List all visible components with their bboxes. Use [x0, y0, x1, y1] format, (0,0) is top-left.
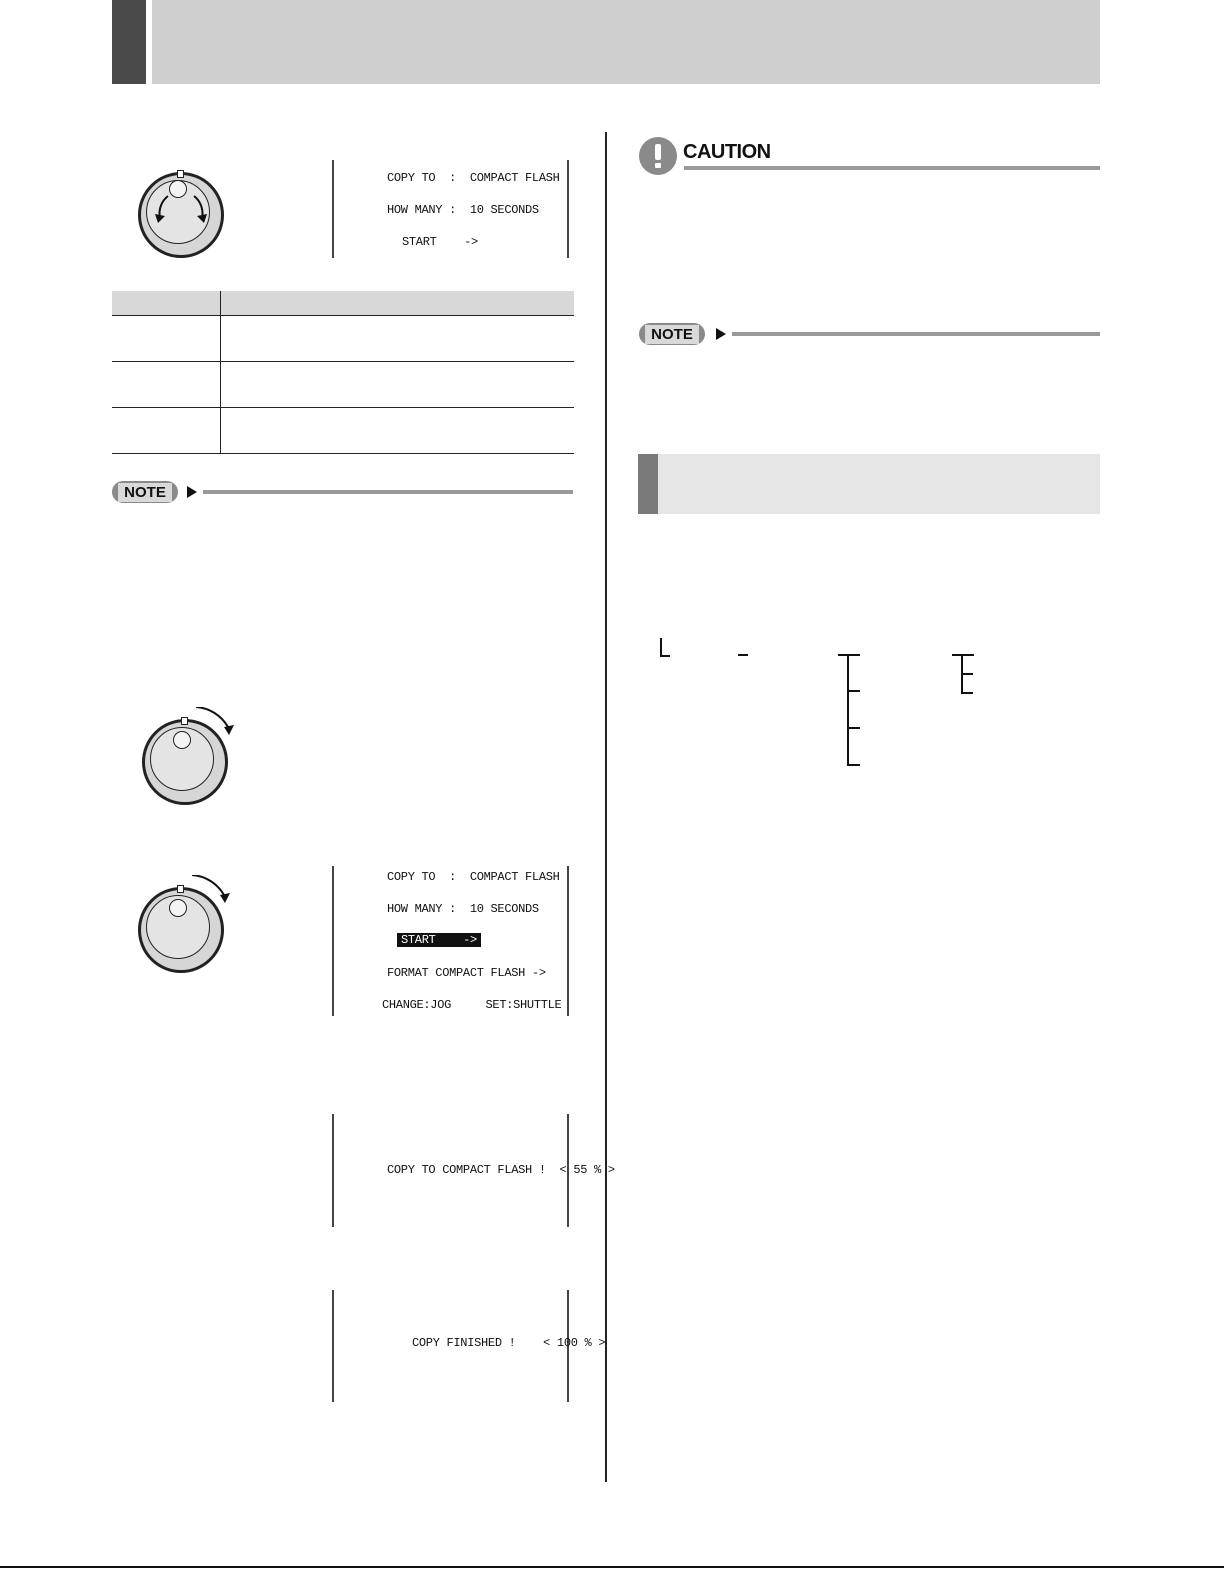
- header-bar: [152, 0, 1100, 84]
- section-header: [638, 454, 1100, 514]
- jog-dial-clockwise-icon: [142, 719, 228, 805]
- screen-line: COPY TO : COMPACT FLASH: [387, 171, 560, 185]
- table-cell: [221, 408, 575, 454]
- table-cell: [112, 316, 221, 362]
- screen-line: COPY TO : COMPACT FLASH: [387, 870, 560, 884]
- note-rule: [203, 490, 573, 494]
- table-row: [112, 362, 574, 408]
- table-row: [112, 316, 574, 362]
- screen-left-border: [332, 160, 334, 258]
- table-header-row: [112, 291, 574, 316]
- header-tab: [112, 0, 146, 84]
- jog-dial-clockwise-icon: [138, 887, 224, 973]
- table-header-cell: [221, 291, 575, 316]
- caution-rule: [684, 166, 1100, 170]
- screen-right-border: [567, 160, 569, 258]
- screen-left-border: [332, 1114, 334, 1227]
- caution-exclamation-icon: [639, 137, 677, 175]
- screen-finished-line: COPY FINISHED ! < 100 % >: [412, 1336, 606, 1350]
- screen-right-border: [567, 866, 569, 1016]
- table-cell: [221, 316, 575, 362]
- screen-line: HOW MANY : 10 SECONDS: [387, 902, 539, 916]
- arrow-right-icon: [187, 486, 197, 498]
- table-header-cell: [112, 291, 221, 316]
- screen-line: FORMAT COMPACT FLASH ->: [387, 966, 546, 980]
- screen-line: START ->: [402, 235, 478, 249]
- note-rule: [732, 332, 1100, 336]
- section-header-tab: [638, 454, 658, 514]
- table-row: [112, 408, 574, 454]
- jog-dial-bidirectional-icon: [138, 172, 224, 258]
- column-divider: [605, 132, 607, 1482]
- footer-rule: [0, 1566, 1224, 1568]
- note-badge: [639, 323, 705, 345]
- screen-line: CHANGE:JOG SET:SHUTTLE: [382, 998, 562, 1012]
- start-menu-item-selected[interactable]: START ->: [397, 933, 481, 947]
- table-cell: [112, 408, 221, 454]
- screen-left-border: [332, 1290, 334, 1402]
- note-label: NOTE: [118, 483, 172, 502]
- table-cell: [221, 362, 575, 408]
- screen-left-border: [332, 866, 334, 1016]
- screen-progress-line: COPY TO COMPACT FLASH ! < 55 % >: [387, 1163, 615, 1177]
- screen-line: HOW MANY : 10 SECONDS: [387, 203, 539, 217]
- note-label: NOTE: [645, 325, 699, 344]
- arrow-right-icon: [716, 328, 726, 340]
- caution-label: CAUTION: [683, 141, 771, 163]
- settings-table: [112, 291, 574, 454]
- table-cell: [112, 362, 221, 408]
- note-badge: [112, 481, 178, 503]
